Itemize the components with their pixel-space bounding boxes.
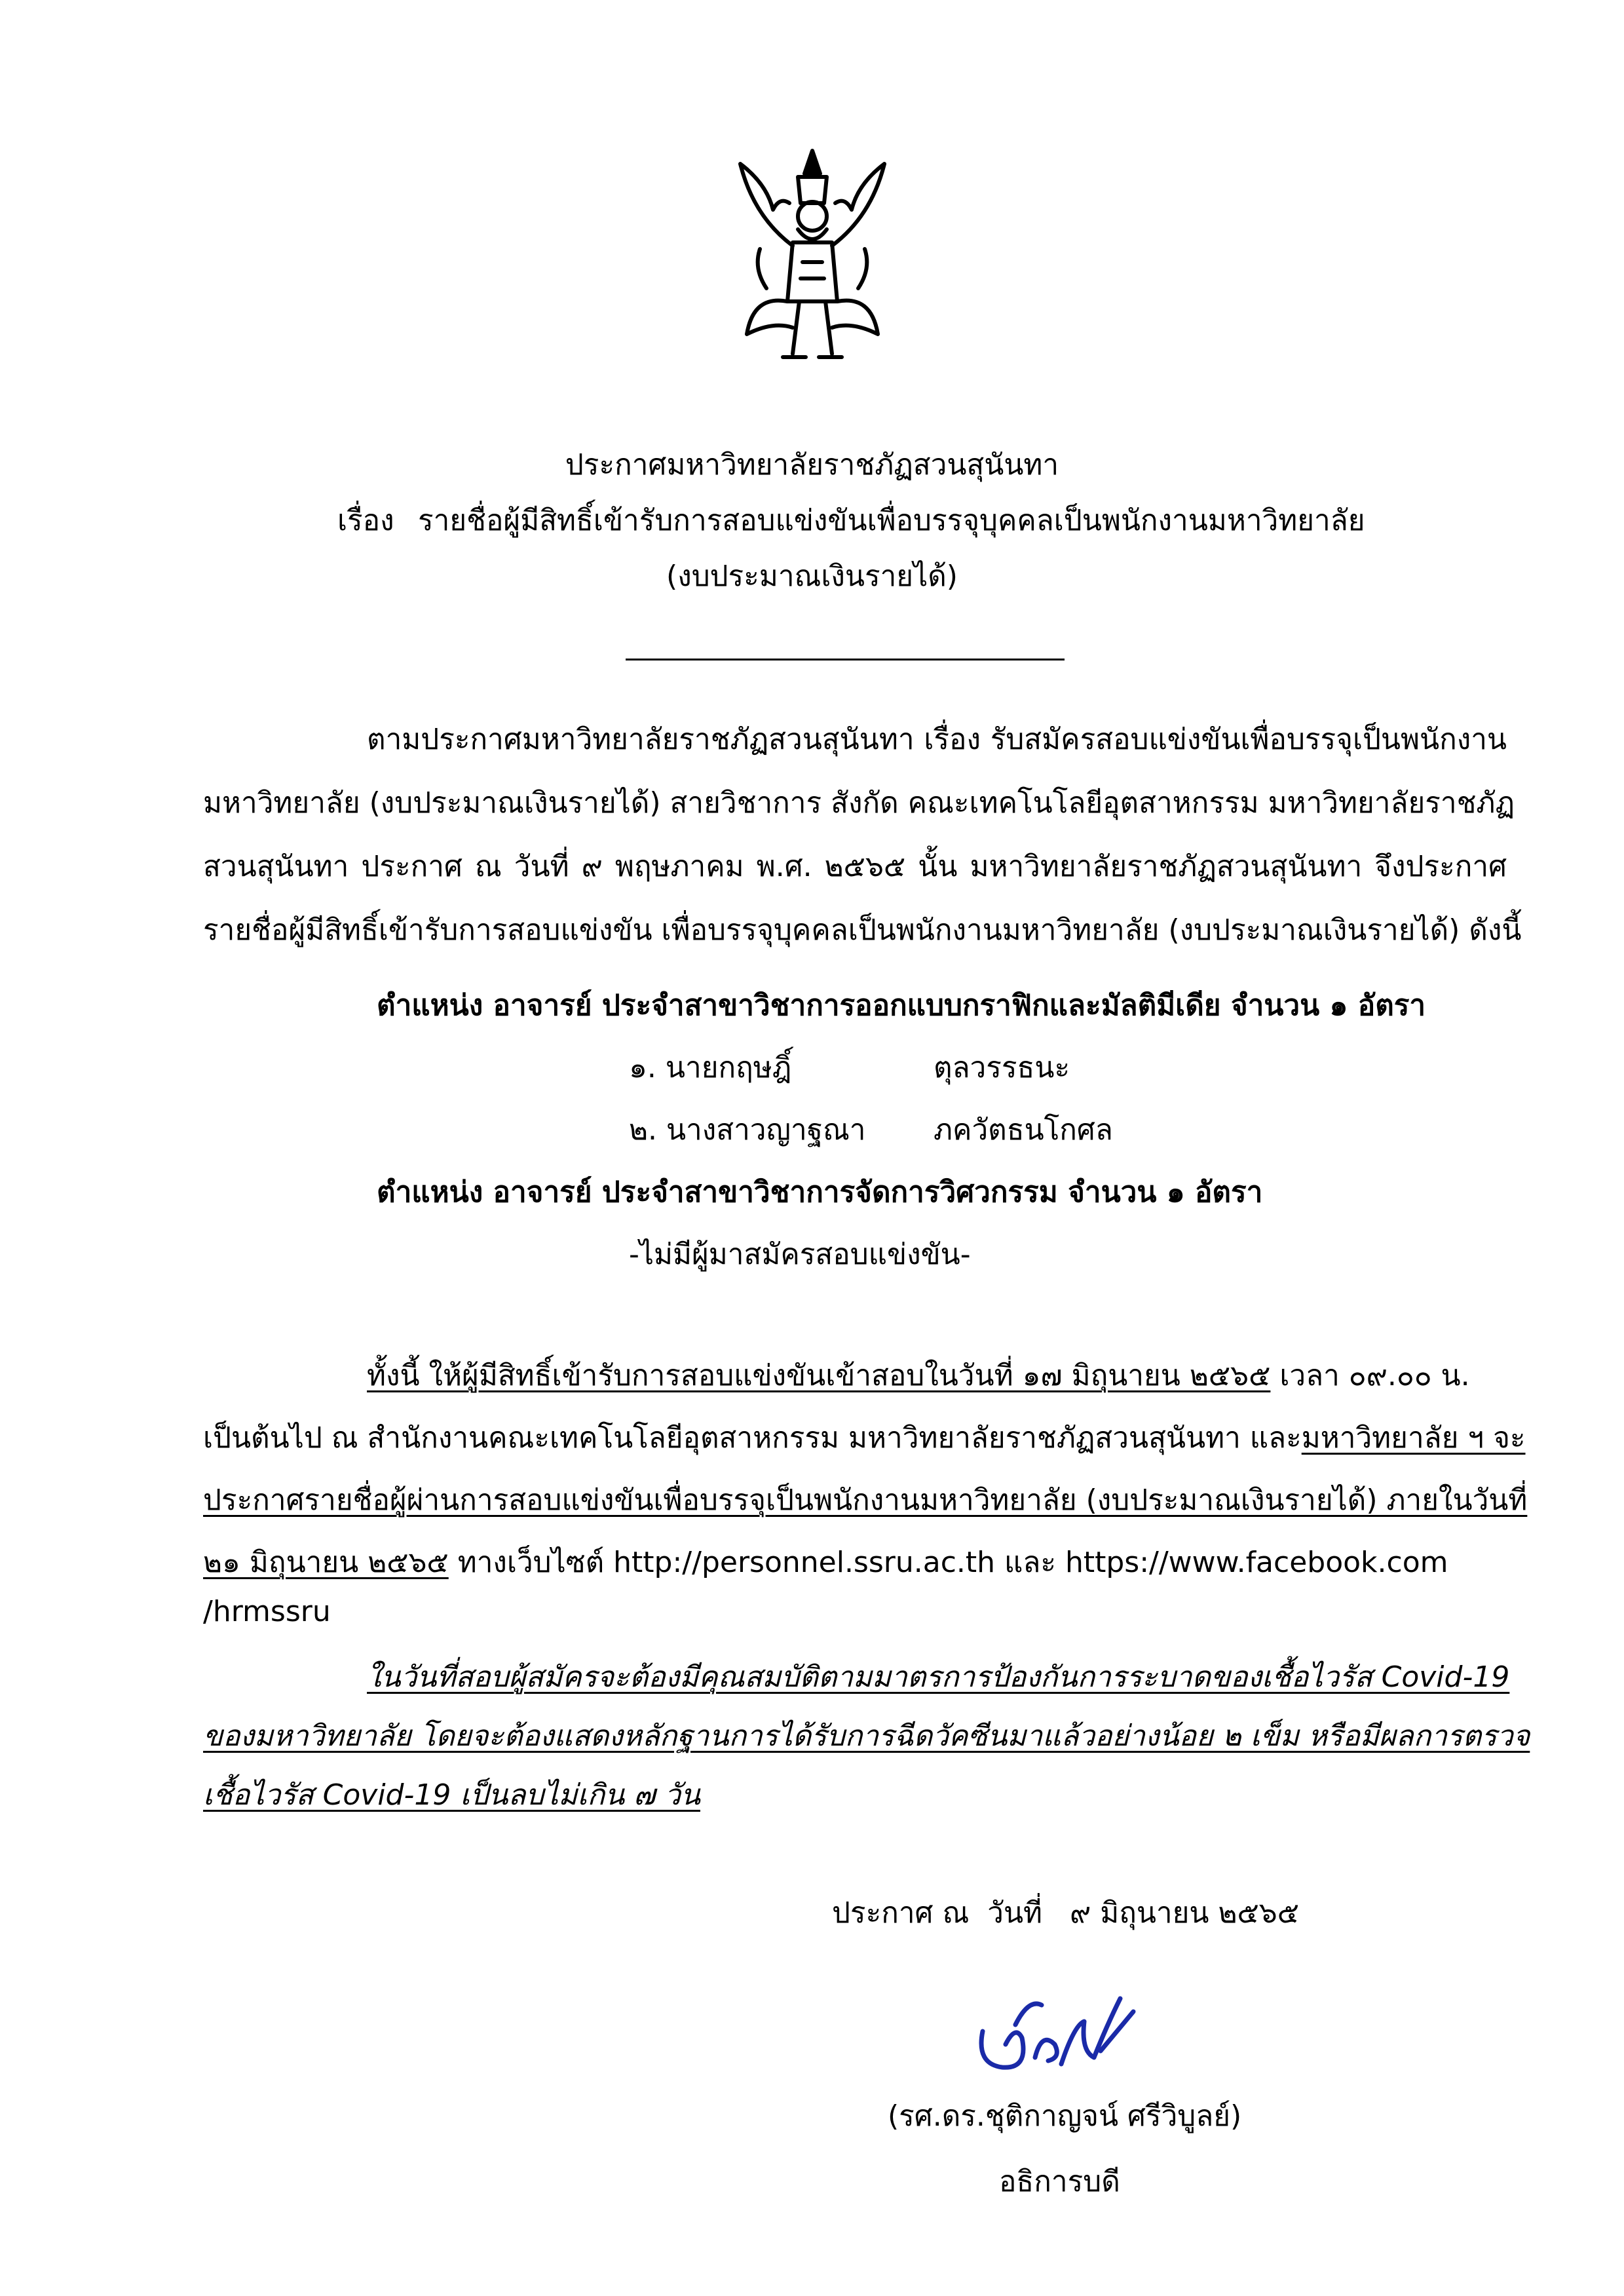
intro-paragraph: [203, 708, 1522, 962]
intro-line: รายชื่อผู้มีสิทธิ์เข้ารับการสอบแข่งขัน เพื่อบรรจุบุคคลเป็นพนักงานมหาวิทยาลัย (งบประมาณเงินรายได้) ดังนี้: [203, 913, 1522, 947]
covid-notice-line: ในวันที่สอบผู้สมัครจะต้องมีคุณสมบัติตามมาตรการป้องกันการระบาดของเชื้อไวรัส Covid-19: [367, 1660, 1510, 1694]
announcement-title: ประกาศมหาวิทยาลัยราชภัฏสวนสุนันทา: [565, 448, 1059, 482]
subject-line: รายชื่อผู้มีสิทธิ์เข้ารับการสอบแข่งขันเพื่อบรรจุบุคคลเป็นพนักงานมหาวิทยาลัย: [418, 504, 1365, 537]
budget-line: (งบประมาณเงินรายได้): [666, 560, 958, 593]
header-divider: [626, 659, 1065, 660]
candidate-name: ๒. นางสาวญาฐณา: [629, 1113, 866, 1147]
exam-notice-line: /hrmssru: [203, 1595, 331, 1628]
intro-line: ตามประกาศมหาวิทยาลัยราชภัฏสวนสุนันทา เรื่อง รับสมัครสอบแข่งขันเพื่อบรรจุเป็นพนักงาน: [367, 723, 1507, 756]
no-applicant-note: -ไม่มีผู้มาสมัครสอบแข่งขัน-: [629, 1238, 971, 1271]
announcement-date: ประกาศ ณ วันที่ ๙ มิถุนายน ๒๕๖๕: [832, 1896, 1300, 1930]
exam-notice-line: ๒๑ มิถุนายน ๒๕๖๕ ทางเว็บไซต์ http://personnel.ssru.ac.th และ https://www.facebook.com: [203, 1546, 1448, 1579]
signer-name: (รศ.ดร.ชุติกาญจน์ ศรีวิบูลย์): [888, 2099, 1242, 2133]
position-title: ตำแหน่ง อาจารย์ ประจำสาขาวิชาการออกแบบกราฟิกและมัลติมีเดีย จำนวน ๑ อัตรา: [377, 989, 1426, 1022]
candidate-name: ๑. นายกฤษฎิ์: [629, 1051, 792, 1084]
exam-notice-line: ประกาศรายชื่อผู้ผ่านการสอบแข่งขันเพื่อบรรจุเป็นพนักงานมหาวิทยาลัย (งบประมาณเงินรายได้) ภายในวันที่: [203, 1483, 1528, 1517]
covid-notice-line: ของมหาวิทยาลัย โดยจะต้องแสดงหลักฐานการได้รับการฉีดวัคซีนมาแล้วอย่างน้อย ๒ เข็ม หรือมีผลการตรวจ: [203, 1719, 1530, 1753]
intro-line: สวนสุนันทา ประกาศ ณ วันที่ ๙ พฤษภาคม พ.ศ. ๒๕๖๕ นั้น มหาวิทยาลัยราชภัฏสวนสุนันทา จึงประกาศ: [203, 850, 1507, 883]
candidate-surname: ภควัตธนโกศล: [934, 1113, 1113, 1147]
position-title: ตำแหน่ง อาจารย์ ประจำสาขาวิชาการจัดการวิศวกรรม จำนวน ๑ อัตรา: [377, 1176, 1263, 1209]
subject-prefix: เรื่อง: [337, 504, 394, 537]
exam-notice-line: ทั้งนี้ ให้ผู้มีสิทธิ์เข้ารับการสอบแข่งขันเข้าสอบในวันที่ ๑๗ มิถุนายน ๒๕๖๕ เวลา ๐๙.๐๐ น.: [367, 1359, 1470, 1392]
covid-notice-line: เชื้อไวรัส Covid-19 เป็นลบไม่เกิน ๗ วัน: [203, 1778, 700, 1812]
candidate-surname: ตุลวรรธนะ: [934, 1051, 1070, 1084]
intro-line: มหาวิทยาลัย (งบประมาณเงินรายได้) สายวิชาการ สังกัด คณะเทคโนโลยีอุตสาหกรรม มหาวิทยาลัยราชภัฏ: [203, 786, 1515, 820]
exam-notice-line: เป็นต้นไป ณ สำนักงานคณะเทคโนโลยีอุตสาหกรรม มหาวิทยาลัยราชภัฏสวนสุนันทา และมหาวิทยาลัย ฯ จะ: [203, 1421, 1526, 1455]
signer-title: อธิการบดี: [999, 2165, 1120, 2198]
garuda-emblem-icon: [727, 138, 897, 373]
signature-icon: [970, 1985, 1153, 2084]
